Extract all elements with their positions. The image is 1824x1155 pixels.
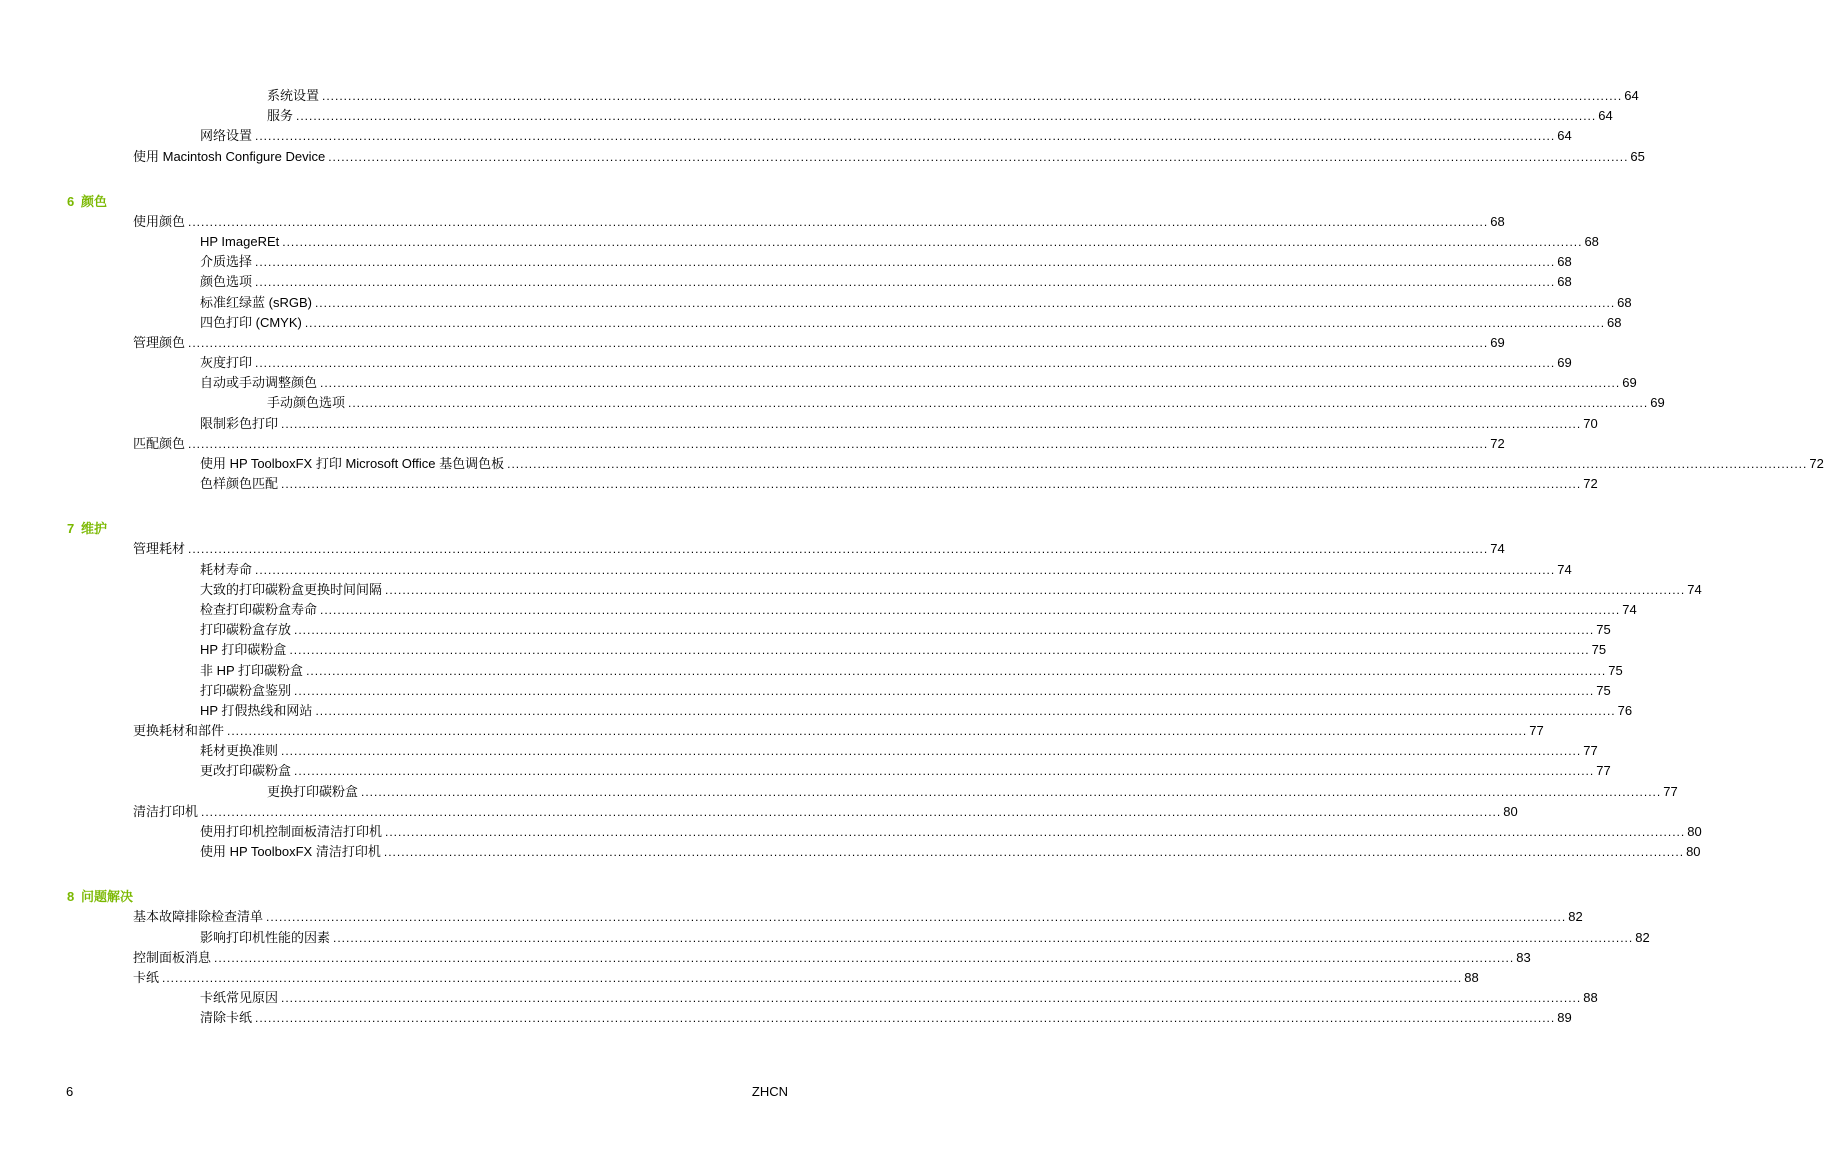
toc-entry-title: 耗材寿命 — [200, 561, 253, 577]
toc-entry[interactable] — [200, 681, 1611, 701]
toc-entry-page: 69 — [1490, 334, 1505, 350]
dot-leader: ............................................................................................................................................................................................................................................................................................................ — [255, 275, 1556, 290]
toc-entry[interactable] — [200, 580, 1702, 600]
toc-entry-page: 76 — [1617, 702, 1633, 718]
toc-entry[interactable] — [200, 414, 1598, 434]
footer-locale: ZHCN — [751, 1084, 788, 1099]
toc-entry-page: 68 — [1490, 213, 1505, 229]
toc-entry-page: 68 — [1584, 233, 1599, 249]
toc-entry[interactable] — [133, 212, 1505, 232]
dot-leader: ............................................................................................................................................................................................................................................................................................................ — [188, 542, 1489, 557]
dot-leader: ............................................................................................................................................................................................................................................................................................................ — [281, 991, 1582, 1006]
toc-entry[interactable] — [200, 474, 1598, 494]
toc-entry-page: 64 — [1598, 108, 1613, 124]
toc-entry-page: 77 — [1663, 783, 1678, 799]
dot-leader: ............................................................................................................................................................................................................................................................................................................ — [188, 436, 1489, 451]
dot-leader: ............................................................................................................................................................................................................................................................................................................ — [306, 663, 1607, 678]
toc-entry-page: 74 — [1622, 601, 1637, 617]
toc-entry-page: 68 — [1607, 314, 1622, 330]
toc-entry-title: 使用打印机控制面板清洁打印机 — [200, 824, 383, 839]
dot-leader: ............................................................................................................................................................................................................................................................................................................ — [385, 582, 1686, 597]
toc-entry-page: 68 — [1557, 274, 1572, 290]
toc-entry[interactable] — [200, 988, 1598, 1008]
toc-entry[interactable] — [200, 560, 1572, 580]
dot-leader: ............................................................................................................................................................................................................................................................................................................ — [304, 315, 1606, 330]
toc-entry-page: 77 — [1596, 763, 1611, 779]
toc-entry-page: 70 — [1583, 415, 1598, 431]
dot-leader: ............................................................................................................................................................................................................................................................................................................ — [282, 234, 1583, 249]
section-spacer — [0, 862, 893, 887]
dot-leader: ............................................................................................................................................................................................................................................................................................................ — [507, 457, 1808, 471]
dot-leader: ............................................................................................................................................................................................................................................................................................................ — [322, 89, 1623, 103]
toc-entry-page: 72 — [1583, 476, 1598, 492]
toc-entry[interactable] — [200, 761, 1611, 781]
chapter-number: 8 — [67, 889, 75, 905]
toc-entry[interactable] — [200, 928, 1650, 948]
dot-leader: ............................................................................................................................................................................................................................................................................................................ — [281, 416, 1582, 431]
toc-entry[interactable] — [267, 782, 1678, 802]
toc-entry-title: 更换打印碳粉盒 — [267, 783, 359, 799]
toc-entry-page: 75 — [1596, 622, 1611, 638]
toc-entry[interactable] — [133, 539, 1505, 559]
dot-leader: ............................................................................................................................................................................................................................................................................................................ — [201, 804, 1502, 819]
dot-leader: ............................................................................................................................................................................................................................................................................................................ — [333, 930, 1634, 945]
toc-entry-title: 管理颜色 — [133, 334, 186, 350]
toc-entry-title: 使用颜色 — [133, 213, 186, 229]
chapter-heading[interactable] — [67, 887, 893, 907]
toc-entry-page: 88 — [1583, 990, 1598, 1006]
toc-entry[interactable] — [200, 126, 1572, 146]
toc-entry[interactable] — [200, 252, 1572, 272]
toc-entry-title: 自动或手动调整颜色 — [200, 375, 318, 391]
toc-entry-title: 使用 HP ToolboxFX 清洁打印机 — [200, 844, 381, 860]
chapter-number: 7 — [67, 521, 75, 537]
toc-entry-title: HP 打印碳粉盒 — [200, 642, 287, 658]
toc-entry-page: 69 — [1622, 375, 1637, 391]
toc-entry-page: 68 — [1557, 254, 1572, 270]
dot-leader: ............................................................................................................................................................................................................................................................................................................ — [281, 744, 1582, 759]
dot-leader: ............................................................................................................................................................................................................................................................................................................ — [188, 335, 1489, 350]
toc-entry-title: 使用 Macintosh Configure Device — [133, 148, 326, 164]
chapter-number: 6 — [67, 193, 75, 209]
toc-entry[interactable] — [200, 353, 1572, 373]
dot-leader: ............................................................................................................................................................................................................................................................................................................ — [348, 396, 1649, 411]
dot-leader: ............................................................................................................................................................................................................................................................................................................ — [214, 950, 1515, 965]
dot-leader: ............................................................................................................................................................................................................................................................................................................ — [294, 623, 1595, 638]
toc-entry-title: 清洁打印机 — [133, 803, 199, 819]
toc-entry-title: 色样颜色匹配 — [200, 476, 279, 492]
toc-entry-title: 非 HP 打印碳粉盒 — [200, 662, 304, 678]
section-spacer — [0, 167, 893, 192]
toc-entry-title: 卡纸 — [133, 969, 160, 985]
toc-entry-title: 匹配颜色 — [133, 435, 186, 451]
toc-entry-title: 介质选择 — [200, 254, 253, 270]
toc-entry-title: 限制彩色打印 — [200, 415, 279, 431]
toc-entry[interactable] — [200, 454, 1824, 474]
table-of-contents — [0, 86, 1824, 1029]
toc-entry[interactable] — [133, 147, 1645, 167]
dot-leader: ............................................................................................................................................................................................................................................................................................................ — [320, 376, 1621, 391]
chapter-title: 维护 — [81, 521, 108, 537]
section-spacer — [0, 494, 893, 519]
chapter-heading[interactable] — [67, 192, 893, 212]
toc-entry-page: 88 — [1464, 969, 1479, 985]
toc-entry-page: 80 — [1686, 844, 1701, 860]
toc-entry[interactable] — [200, 822, 1702, 842]
toc-entry[interactable] — [200, 600, 1637, 620]
toc-entry[interactable] — [267, 393, 1665, 413]
toc-entry-title: 标准红绿蓝 (sRGB) — [200, 294, 312, 310]
toc-entry-title: HP ImageREt — [200, 233, 280, 249]
toc-entry[interactable] — [200, 620, 1611, 640]
dot-leader: ............................................................................................................................................................................................................................................................................................................ — [385, 825, 1686, 839]
toc-entry[interactable] — [200, 661, 1623, 681]
toc-entry-page: 83 — [1516, 949, 1531, 965]
toc-entry-title: 打印碳粉盒鉴别 — [200, 682, 292, 698]
toc-entry[interactable] — [133, 907, 1583, 927]
toc-entry[interactable] — [200, 313, 1622, 333]
toc-entry-title: 四色打印 (CMYK) — [200, 314, 302, 330]
toc-entry-title: 检查打印碳粉盒寿命 — [200, 601, 318, 617]
chapter-heading[interactable] — [67, 519, 893, 539]
dot-leader: ............................................................................................................................................................................................................................................................................................................ — [361, 784, 1662, 799]
footer-page-number: 6 — [66, 1084, 74, 1099]
toc-entry-page: 75 — [1596, 682, 1611, 698]
toc-entry[interactable] — [133, 721, 1544, 741]
dot-leader: ............................................................................................................................................................................................................................................................................................................ — [328, 149, 1629, 164]
toc-entry-title: 系统设置 — [267, 88, 320, 103]
toc-entry-title: 服务 — [267, 108, 294, 124]
toc-entry-title: 网络设置 — [200, 128, 253, 144]
toc-entry-title: 控制面板消息 — [133, 949, 212, 965]
toc-entry-page: 72 — [1809, 456, 1824, 471]
toc-entry-page: 72 — [1490, 435, 1505, 451]
toc-entry-title: 打印碳粉盒存放 — [200, 622, 292, 638]
chapter-title: 问题解决 — [81, 889, 134, 905]
toc-entry[interactable] — [267, 86, 1639, 106]
toc-entry[interactable] — [267, 106, 1613, 126]
toc-entry-page: 75 — [1591, 642, 1607, 658]
toc-entry-page: 68 — [1617, 294, 1632, 310]
toc-entry[interactable] — [200, 701, 1633, 721]
chapter-title: 颜色 — [81, 193, 108, 209]
toc-entry-page: 69 — [1557, 355, 1572, 371]
dot-leader: ............................................................................................................................................................................................................................................................................................................ — [315, 703, 1616, 718]
toc-entry[interactable] — [200, 272, 1572, 292]
toc-entry[interactable] — [133, 968, 1479, 988]
toc-entry-page: 80 — [1503, 803, 1518, 819]
toc-entry-title: 管理耗材 — [133, 541, 186, 557]
toc-entry-title: 手动颜色选项 — [267, 395, 346, 411]
toc-entry-title: 颜色选项 — [200, 274, 253, 290]
dot-leader: ............................................................................................................................................................................................................................................................................................................ — [289, 643, 1590, 658]
toc-entry[interactable] — [133, 948, 1531, 968]
dot-leader: ............................................................................................................................................................................................................................................................................................................ — [162, 970, 1463, 985]
dot-leader: ............................................................................................................................................................................................................................................................................................................ — [266, 910, 1567, 925]
toc-entry-page: 77 — [1583, 743, 1598, 759]
toc-entry-page: 82 — [1635, 929, 1650, 945]
toc-entry-title: 大致的打印碳粉盒更换时间间隔 — [200, 581, 383, 597]
dot-leader: ............................................................................................................................................................................................................................................................................................................ — [227, 724, 1528, 739]
dot-leader: ............................................................................................................................................................................................................................................................................................................ — [320, 602, 1621, 617]
toc-entry[interactable] — [200, 293, 1632, 313]
toc-entry[interactable] — [200, 232, 1599, 252]
dot-leader: ............................................................................................................................................................................................................................................................................................................ — [294, 764, 1595, 779]
toc-entry[interactable] — [200, 373, 1637, 393]
toc-entry-page: 77 — [1529, 723, 1544, 739]
toc-entry-page: 89 — [1557, 1010, 1572, 1026]
toc-entry[interactable] — [133, 802, 1518, 822]
dot-leader: ............................................................................................................................................................................................................................................................................................................ — [255, 129, 1556, 144]
dot-leader: ............................................................................................................................................................................................................................................................................................................ — [255, 1011, 1556, 1026]
toc-entry-title: 更改打印碳粉盒 — [200, 763, 292, 779]
dot-leader: ............................................................................................................................................................................................................................................................................................................ — [383, 845, 1685, 860]
toc-entry[interactable] — [200, 842, 1701, 862]
dot-leader: ............................................................................................................................................................................................................................................................................................................ — [188, 214, 1489, 229]
toc-entry-title: 灰度打印 — [200, 355, 253, 371]
toc-entry-title: 影响打印机性能的因素 — [200, 929, 331, 945]
toc-entry-page: 64 — [1624, 88, 1639, 103]
toc-entry-page: 75 — [1608, 662, 1623, 678]
toc-entry-title: 基本故障排除检查清单 — [133, 909, 264, 925]
toc-entry-page: 65 — [1630, 148, 1645, 164]
dot-leader: ............................................................................................................................................................................................................................................................................................................ — [314, 295, 1616, 310]
toc-entry-page: 74 — [1557, 561, 1572, 577]
dot-leader: ............................................................................................................................................................................................................................................................................................................ — [281, 477, 1582, 492]
toc-entry-title: HP 打假热线和网站 — [200, 702, 313, 718]
dot-leader: ............................................................................................................................................................................................................................................................................................................ — [255, 356, 1556, 371]
dot-leader: ............................................................................................................................................................................................................................................................................................................ — [255, 255, 1556, 270]
dot-leader: ............................................................................................................................................................................................................................................................................................................ — [296, 109, 1597, 124]
toc-entry-page: 64 — [1557, 128, 1572, 144]
toc-entry[interactable] — [200, 1008, 1572, 1028]
toc-entry[interactable] — [133, 434, 1505, 454]
dot-leader: ............................................................................................................................................................................................................................................................................................................ — [294, 683, 1595, 698]
toc-entry-title: 卡纸常见原因 — [200, 990, 279, 1006]
toc-entry-page: 74 — [1490, 541, 1505, 557]
toc-entry-title: 耗材更换准则 — [200, 743, 279, 759]
toc-entry-page: 74 — [1687, 581, 1702, 597]
toc-entry-page: 80 — [1687, 824, 1702, 839]
toc-entry[interactable] — [133, 333, 1505, 353]
toc-entry-page: 82 — [1568, 909, 1583, 925]
dot-leader: ............................................................................................................................................................................................................................................................................................................ — [255, 562, 1556, 577]
toc-entry-title: 使用 HP ToolboxFX 打印 Microsoft Office 基色调色板 — [200, 456, 505, 471]
toc-entry-page: 69 — [1650, 395, 1665, 411]
toc-entry[interactable] — [200, 640, 1607, 660]
toc-entry[interactable] — [200, 741, 1598, 761]
toc-entry-title: 清除卡纸 — [200, 1010, 253, 1026]
toc-entry-title: 更换耗材和部件 — [133, 723, 225, 739]
